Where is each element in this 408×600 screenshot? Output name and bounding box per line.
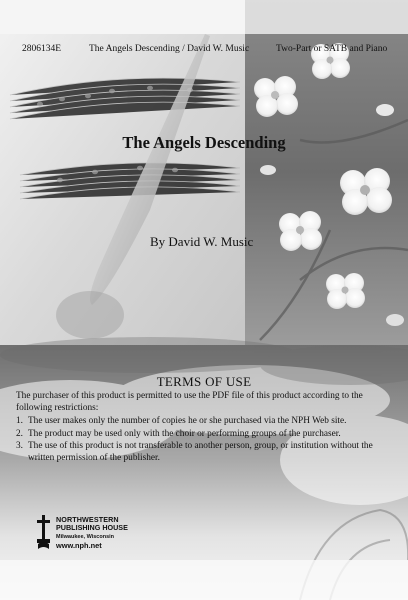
header-title: The Angels Descending / David W. Music [89, 44, 250, 54]
terms-item-number: 1. [16, 416, 23, 426]
publisher-url: www.nph.net [56, 541, 102, 550]
terms-intro: The purchaser of this product is permitted to use the PDF file of this product according to the following restrictions: [16, 391, 363, 413]
terms-item-text: The user makes only the number of copies he or she purchased via the NPH Web site. [28, 416, 347, 426]
terms-list [16, 416, 396, 465]
publisher-name-line2: PUBLISHING HOUSE [56, 523, 128, 532]
terms-item-text: The product may be used only with the choir or performing groups of the purchaser. [28, 428, 341, 439]
terms-item [16, 441, 396, 464]
publisher-name: NORTHWESTERN [56, 515, 119, 524]
publisher-city: Milwaukee, Wisconsin [56, 534, 115, 540]
author: By David W. Music [150, 234, 254, 249]
terms-item-text: The use of this product is not transferable to another person, group, or institution without the written permission of the publisher. [28, 441, 373, 463]
terms-item [16, 416, 396, 428]
page-title: The Angels Descending [122, 133, 286, 152]
catalog-number: 2806134E [22, 44, 62, 54]
terms-item [16, 429, 396, 441]
voicing: Two-Part or SATB and Piano [276, 44, 388, 54]
terms-heading: TERMS OF USE [156, 374, 252, 389]
terms-item-number: 2. [16, 428, 23, 439]
terms-item-number: 3. [16, 441, 23, 451]
